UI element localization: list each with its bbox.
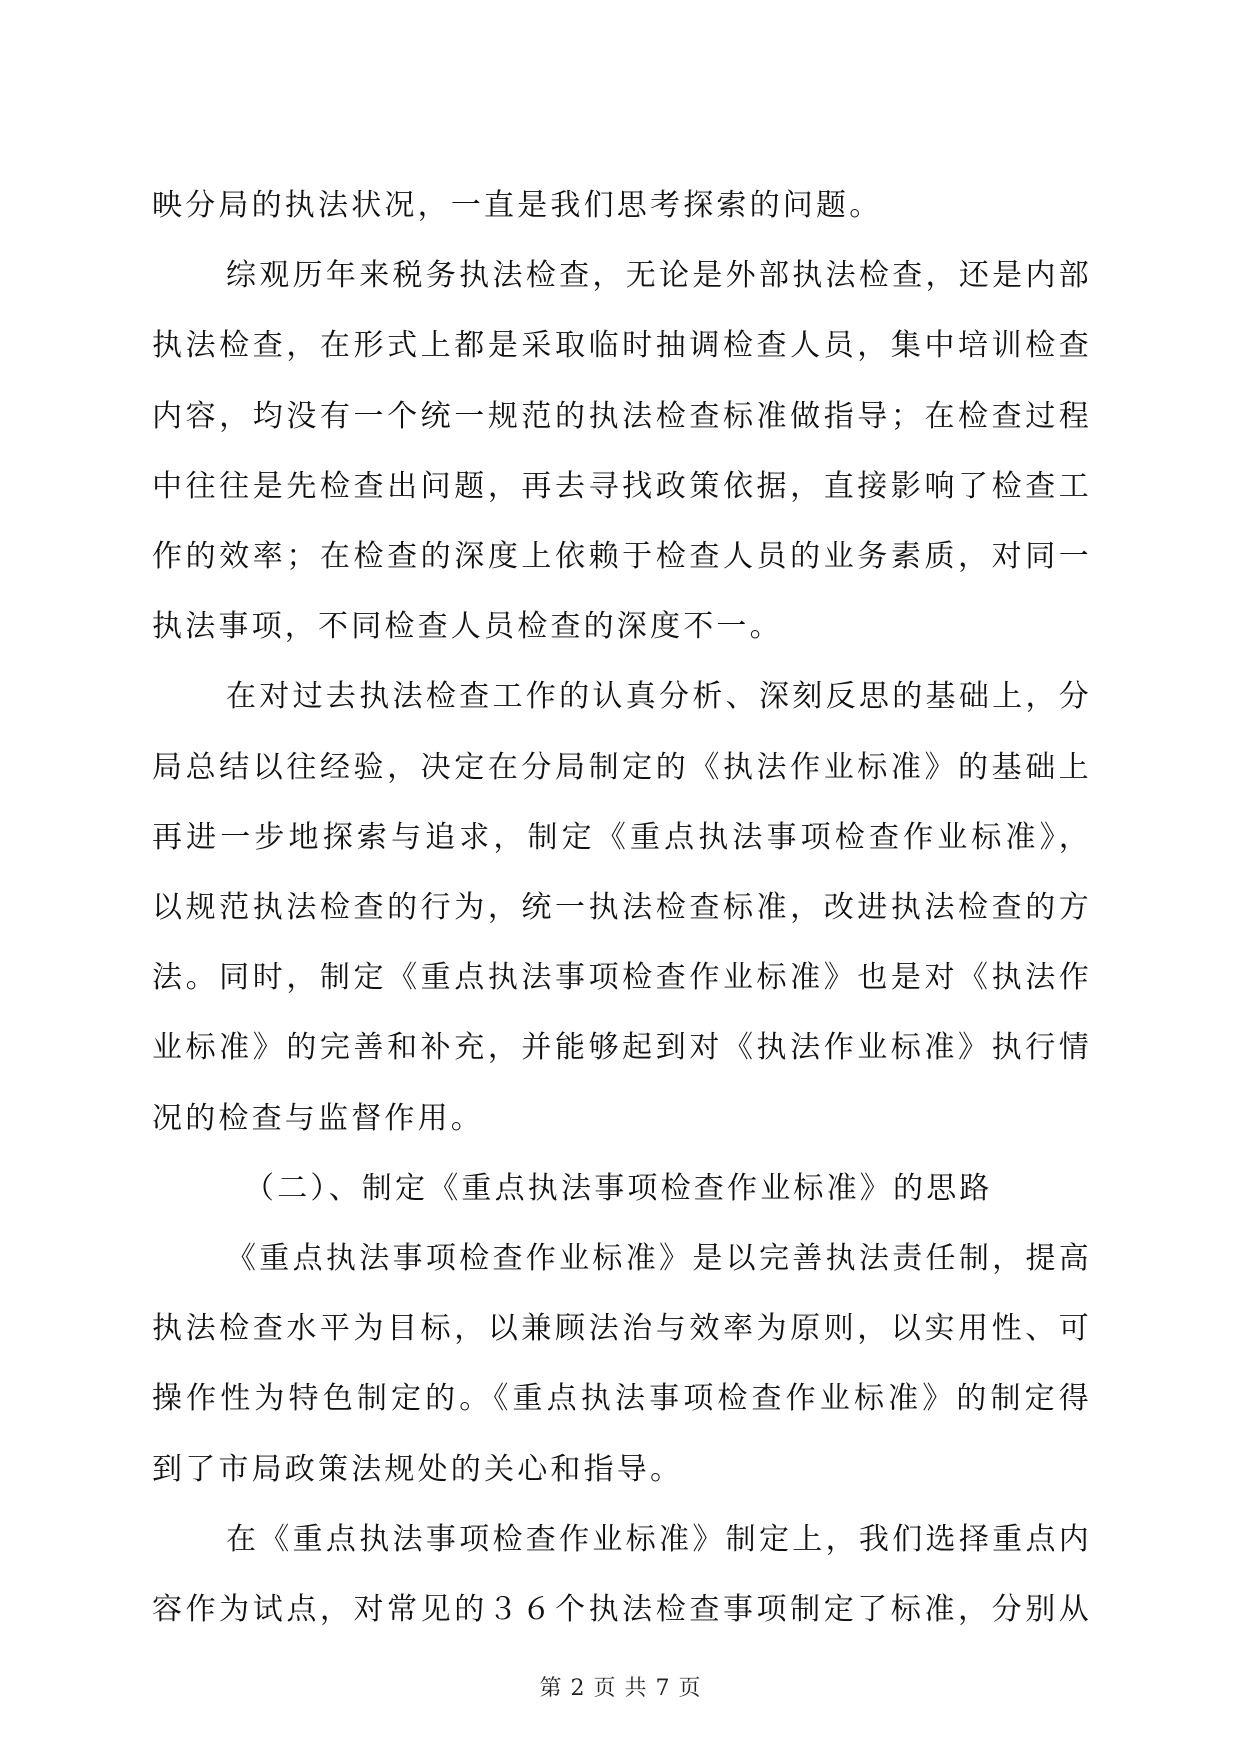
paragraph-line: 法。同时，制定《重点执法事项检查作业标准》也是对《执法作	[152, 960, 1092, 995]
paragraph-line: 《重点执法事项检查作业标准》是以完善执法责任制，提高	[226, 1241, 1092, 1276]
paragraph-line: 再进一步地探索与追求，制定《重点执法事项检查作业标准》，	[152, 820, 1092, 855]
paragraph-line: 作的效率；在检查的深度上依赖于检查人员的业务素质，对同一	[152, 539, 1092, 574]
paragraph-line: 容作为试点，对常见的３６个执法检查事项制定了标准，分别从	[152, 1592, 1092, 1627]
paragraph-line: 以规范执法检查的行为，统一执法检查标准，改进执法检查的方	[152, 890, 1092, 925]
paragraph-line: 在《重点执法事项检查作业标准》制定上，我们选择重点内	[226, 1522, 1092, 1557]
paragraph-line: 综观历年来税务执法检查，无论是外部执法检查，还是内部	[226, 258, 1092, 293]
paragraph-line: 执法检查水平为目标，以兼顾法治与效率为原则，以实用性、可	[152, 1311, 1092, 1346]
paragraph-line: 操作性为特色制定的。《重点执法事项检查作业标准》的制定得	[152, 1381, 1092, 1416]
paragraph-line: 内容，均没有一个统一规范的执法检查标准做指导；在检查过程	[152, 399, 1092, 434]
paragraph-line: 业标准》的完善和补充，并能够起到对《执法作业标准》执行情	[152, 1030, 1092, 1065]
paragraph-line: 局总结以往经验，决定在分局制定的《执法作业标准》的基础上	[152, 750, 1092, 785]
paragraph-line: 映分局的执法状况，一直是我们思考探索的问题。	[152, 188, 883, 223]
paragraph-line: 在对过去执法检查工作的认真分析、深刻反思的基础上，分	[226, 679, 1092, 714]
paragraph-line: 执法检查，在形式上都是采取临时抽调检查人员，集中培训检查	[152, 328, 1092, 363]
page-number-footer: 第 2 页 共 7 页	[539, 1676, 702, 1701]
section-heading: （二）、制定《重点执法事项检查作业标准》的思路	[244, 1171, 993, 1206]
paragraph-line: 中往往是先检查出问题，再去寻找政策依据，直接影响了检查工	[152, 469, 1092, 504]
paragraph-line: 到了市局政策法规处的关心和指导。	[152, 1452, 684, 1487]
paragraph-line: 执法事项，不同检查人员检查的深度不一。	[152, 609, 783, 644]
paragraph-line: 况的检查与监督作用。	[152, 1101, 484, 1136]
